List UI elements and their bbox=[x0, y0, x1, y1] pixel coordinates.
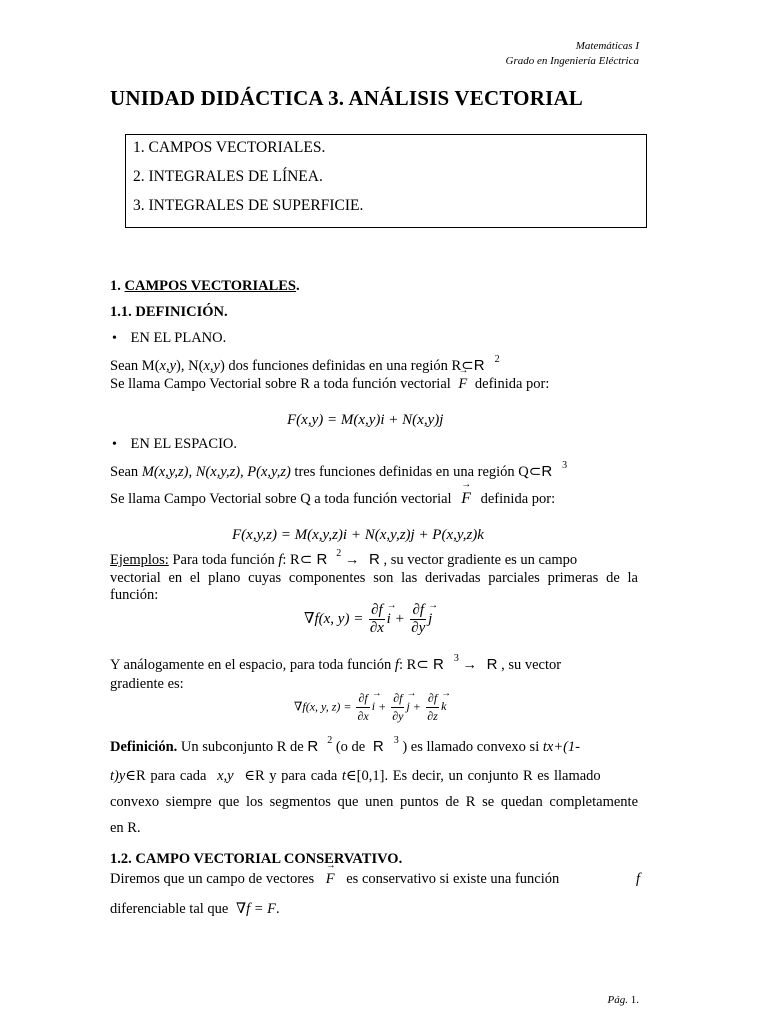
superscript: 2 bbox=[494, 354, 500, 365]
gradient-lhs: ∇f(x, y) = bbox=[304, 610, 368, 627]
definicion-line-3: convexo siempre que los segmentos que unen puntos de R se quedan completamente bbox=[110, 794, 638, 810]
gradient-2d-equation bbox=[304, 602, 432, 637]
definicion-line-4: en R. bbox=[110, 820, 141, 836]
text: ) es llamado convexo si bbox=[398, 739, 543, 755]
espacio-line-2 bbox=[110, 490, 555, 508]
superscript: 2 bbox=[327, 735, 333, 746]
text: Para toda función bbox=[168, 552, 279, 568]
denominator: ∂x bbox=[357, 709, 369, 723]
subset-symbol: ⊂R bbox=[528, 463, 553, 480]
section-1-title: CAMPOS VECTORIALES bbox=[124, 278, 296, 294]
vector-F: → F bbox=[458, 376, 467, 392]
fraction bbox=[410, 602, 426, 637]
real-symbol: R bbox=[372, 738, 384, 755]
superscript: 3 bbox=[393, 735, 399, 746]
denominator: ∂x bbox=[369, 620, 384, 636]
text: Se llama Campo Vectorial sobre Q a toda función vectorial bbox=[110, 491, 452, 507]
conserv-line-2 bbox=[110, 901, 280, 918]
text-italic: f bbox=[394, 657, 399, 673]
text: ), N( bbox=[176, 358, 204, 374]
text-italic: tx+(1- bbox=[542, 739, 581, 755]
ejemplos-label: Ejemplos: bbox=[110, 552, 169, 568]
espacio-line-1 bbox=[110, 462, 567, 481]
ejemplos-line-3: función: bbox=[110, 587, 159, 603]
vector-F: → F bbox=[326, 871, 335, 887]
plano-line-2 bbox=[110, 376, 549, 393]
real-symbol: R bbox=[307, 738, 319, 755]
text: diferenciable tal que bbox=[110, 901, 229, 917]
text-italic: f bbox=[635, 871, 640, 887]
subset-symbol: ⊂ R bbox=[416, 656, 444, 673]
fraction bbox=[356, 690, 369, 725]
bullet-plano bbox=[112, 330, 226, 347]
analog-line-1 bbox=[110, 655, 561, 674]
page-number bbox=[608, 994, 639, 1006]
page-title: UNIDAD DIDÁCTICA 3. ANÁLISIS VECTORIAL bbox=[110, 86, 584, 110]
superscript: 3 bbox=[453, 653, 459, 664]
text-italic: f bbox=[278, 552, 283, 568]
arrow-symbol: → bbox=[462, 657, 477, 673]
numerator: ∂f bbox=[371, 602, 383, 618]
unit-vector-i: → i bbox=[372, 699, 375, 713]
plus: + bbox=[375, 699, 390, 714]
vector-F: → F bbox=[461, 490, 471, 507]
denominator: ∂y bbox=[392, 709, 404, 723]
gradient-3d-equation bbox=[294, 690, 447, 725]
section-1-heading bbox=[110, 278, 300, 295]
header-course: Matemáticas I bbox=[575, 40, 639, 52]
arrow-symbol: → bbox=[344, 552, 360, 568]
subset-symbol: ⊂ R bbox=[299, 551, 328, 568]
unit-vector-i: → i bbox=[387, 611, 391, 627]
bullet-dot: • bbox=[112, 437, 117, 452]
bullet-espacio-label: EN EL ESPACIO. bbox=[130, 436, 238, 452]
fraction bbox=[426, 690, 439, 725]
text-italic: M(x,y,z), N(x,y,z), P(x,y,z) bbox=[141, 464, 291, 480]
text: Diremos que un campo de vectores bbox=[110, 871, 315, 887]
text: ∈R para cada bbox=[125, 768, 212, 784]
numerator: ∂f bbox=[412, 602, 425, 618]
text: definida por: bbox=[474, 376, 550, 392]
plus: + bbox=[390, 610, 409, 627]
real-symbol: R bbox=[369, 551, 380, 568]
gradient-lhs: ∇f(x, y, z) = bbox=[294, 699, 355, 714]
text: . bbox=[276, 901, 280, 917]
numerator: ∂f bbox=[426, 690, 439, 708]
bullet-plano-label: EN EL PLANO. bbox=[130, 330, 227, 346]
toc-item-3: 3. INTEGRALES DE SUPERFICIE. bbox=[133, 197, 364, 214]
definicion-label: Definición. bbox=[110, 739, 178, 755]
equation-espacio: F(x,y,z) = M(x,y,z)i + N(x,y,z)j + P(x,y,z)k bbox=[232, 527, 484, 543]
page-num: 1. bbox=[630, 994, 639, 1006]
text: ∈R y para cada bbox=[239, 768, 342, 784]
text: Sean M( bbox=[110, 358, 160, 374]
subset-symbol: ⊂R bbox=[461, 357, 485, 374]
subsection-1-2: 1.2. CAMPO VECTORIAL CONSERVATIVO. bbox=[110, 851, 403, 867]
numerator: ∂f bbox=[356, 690, 369, 708]
text: , su vector bbox=[497, 657, 562, 673]
conserv-line-1 bbox=[110, 871, 640, 888]
text: Un subconjunto R de bbox=[177, 739, 308, 755]
text: Y análogamente en el espacio, para toda función bbox=[110, 657, 395, 673]
plus: + bbox=[409, 699, 424, 714]
toc-box bbox=[125, 134, 647, 228]
text-italic: x,y bbox=[217, 768, 234, 784]
text-italic: x,y bbox=[203, 358, 220, 374]
text: ) dos funciones definidas en una región R bbox=[219, 358, 462, 374]
conservative-equation: ∇f = F bbox=[235, 901, 277, 917]
text: definida por: bbox=[480, 491, 556, 507]
text: tres funciones definidas en una región Q bbox=[290, 464, 529, 480]
text: Se llama Campo Vectorial sobre R a toda función vectorial bbox=[110, 376, 451, 392]
ejemplos-line-1 bbox=[110, 550, 577, 569]
fraction bbox=[391, 690, 404, 725]
equation-plano: F(x,y) = M(x,y)i + N(x,y)j bbox=[287, 412, 444, 428]
section-1-dot: . bbox=[296, 278, 300, 294]
real-symbol: R bbox=[486, 656, 498, 673]
page-label: Pág. bbox=[607, 994, 628, 1006]
plano-line-1 bbox=[110, 356, 500, 375]
text: : R bbox=[282, 552, 300, 568]
toc-item-2: 2. INTEGRALES DE LÍNEA. bbox=[133, 168, 323, 185]
unit-vector-j: → j bbox=[428, 611, 432, 627]
subsection-1-1: 1.1. DEFINICIÓN. bbox=[110, 304, 228, 320]
superscript: 2 bbox=[336, 548, 342, 559]
bullet-espacio bbox=[112, 436, 237, 453]
text: ∈[0,1]. Es decir, un conjunto R es llamado bbox=[345, 768, 601, 784]
denominator: ∂y bbox=[411, 620, 426, 636]
header-degree: Grado en Ingeniería Eléctrica bbox=[505, 55, 639, 67]
fraction bbox=[369, 602, 385, 637]
bullet-dot: • bbox=[112, 331, 117, 346]
text: es conservativo si existe una función bbox=[346, 871, 560, 887]
denominator: ∂z bbox=[427, 709, 438, 723]
text-italic: x,y bbox=[159, 358, 177, 374]
numerator: ∂f bbox=[391, 690, 404, 708]
ejemplos-line-2: vectorial en el plano cuyas componentes son las derivadas parciales primeras de la bbox=[110, 570, 638, 586]
superscript: 3 bbox=[562, 460, 568, 471]
definicion-line-2 bbox=[110, 768, 601, 785]
text-italic: t)y bbox=[110, 768, 126, 784]
text: (o de bbox=[332, 739, 369, 755]
analog-line-2: gradiente es: bbox=[110, 676, 184, 692]
toc-item-1: 1. CAMPOS VECTORIALES. bbox=[133, 139, 326, 156]
text: : R bbox=[398, 657, 417, 673]
text: Sean bbox=[110, 464, 142, 480]
text-italic: t bbox=[341, 768, 346, 784]
text: , su vector gradiente es un campo bbox=[379, 552, 578, 568]
definicion-line-1 bbox=[110, 735, 581, 756]
unit-vector-j: → j bbox=[406, 699, 409, 713]
unit-vector-k: → k bbox=[441, 699, 446, 713]
section-1-num: 1. bbox=[110, 278, 125, 294]
